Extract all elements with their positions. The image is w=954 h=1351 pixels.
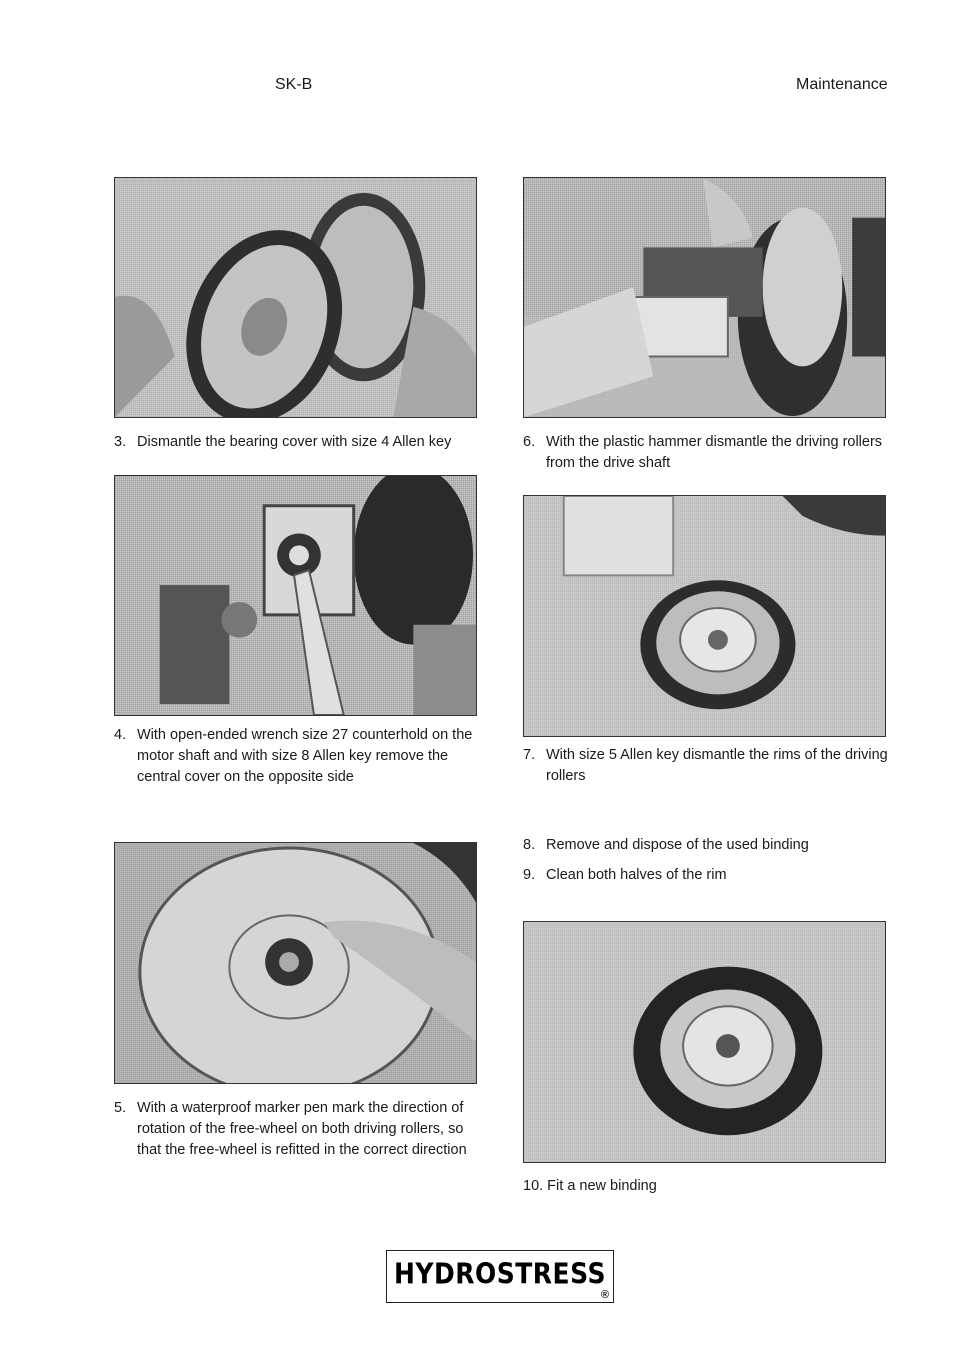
step-text: 10. Fit a new binding (523, 1178, 657, 1194)
step-6 (523, 432, 898, 474)
photo-step-10 (523, 921, 886, 1163)
step-7 (523, 745, 898, 787)
header-model: SK-B (275, 76, 313, 93)
step-text: Remove and dispose of the used binding (546, 837, 809, 853)
step-number: 9. (523, 867, 536, 883)
hydrostress-logo (386, 1250, 614, 1303)
photo-step-5 (114, 842, 477, 1084)
step-number: 7. (523, 747, 536, 763)
step-9 (523, 865, 898, 886)
step-number: 3. (114, 434, 127, 450)
photo-step-4 (114, 475, 477, 716)
registered-mark: ® (600, 1289, 609, 1301)
step-number: 6. (523, 434, 536, 450)
step-text: Dismantle the bearing cover with size 4 Allen key (137, 434, 452, 450)
step-text: With open-ended wrench size 27 counterhold on the motor shaft and with size 8 Allen key remove the central cover on the opposite side (137, 727, 473, 785)
logo-wordmark: HYDROSTRESS (393, 1256, 607, 1291)
step-3 (114, 432, 484, 453)
step-number: 4. (114, 727, 127, 743)
step-text: With a waterproof marker pen mark the direction of rotation of the free-wheel on both driving rollers, so that the free-wheel is refitted in the correct direction (137, 1100, 467, 1158)
photo-step-3 (114, 177, 477, 418)
step-number: 5. (114, 1100, 127, 1116)
step-5 (114, 1098, 484, 1161)
photo-step-6 (523, 177, 886, 418)
step-text: With the plastic hammer dismantle the driving rollers from the drive shaft (546, 434, 883, 471)
photo-step-7 (523, 495, 886, 737)
step-text: With size 5 Allen key dismantle the rims of the driving rollers (546, 747, 888, 784)
step-10 (523, 1176, 898, 1197)
step-text: Clean both halves of the rim (546, 867, 727, 883)
step-8 (523, 835, 898, 856)
step-4 (114, 725, 484, 788)
step-number: 8. (523, 837, 536, 853)
header-section: Maintenance (796, 76, 888, 93)
